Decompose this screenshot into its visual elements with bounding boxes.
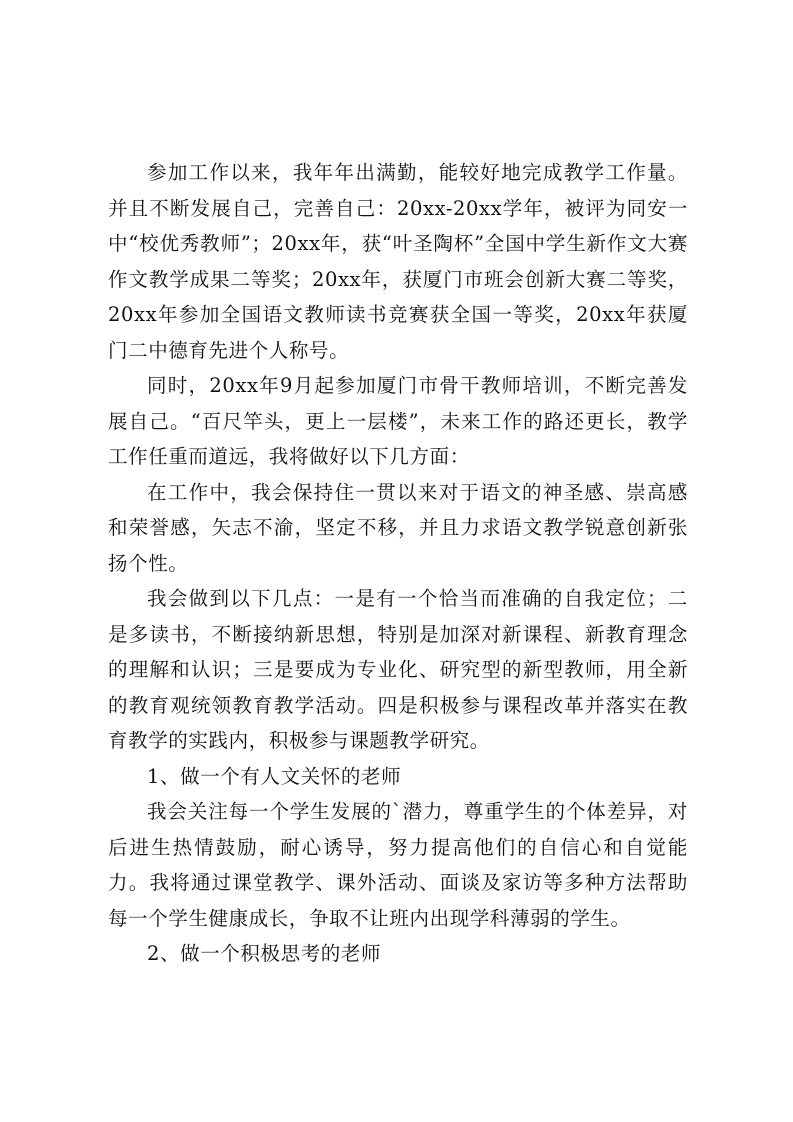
document-body [108, 155, 688, 972]
section-heading-active-thinking: 2、做一个积极思考的老师 [147, 942, 382, 965]
paragraph-training: 同时，20xx年9月起参加厦门市骨干教师培训，不断完善发展自己。“百尺竿头，更上一层楼”，未来工作的路还更长，教学工作任重而道远，我将做好以下几方面： [108, 374, 688, 468]
section-heading-humanistic-care: 1、做一个有人文关怀的老师 [147, 764, 402, 788]
paragraph-student-care: 我会关注每一个学生发展的`潜力，尊重学生的个体差异，对后进生热情鼓励，耐心诱导，努力提高他们的自信心和自觉能力。我将通过课堂教学、课外活动、面谈及家访等多种方法帮助每一个学生健康成长，争取不让班内出现学科薄弱的学生。 [108, 800, 688, 930]
paragraph-attitude: 在工作中，我会保持住一贯以来对于语文的神圣感、崇高感和荣誉感，矢志不渝，坚定不移，并且力求语文教学锐意创新张扬个性。 [108, 480, 688, 575]
paragraph-work-record: 参加工作以来，我年年出满勤，能较好地完成教学工作量。并且不断发展自己，完善自己：20xx-20xx学年，被评为同安一中“校优秀教师”；20xx年，获“叶圣陶杯”全国中学生新作文大赛作文教学成果二等奖；20xx年，获厦门市班会创新大赛二等奖，20xx年参加全国语文教师读书竞赛获全国一等奖，20xx年获厦门二中德育先进个人称号。 [108, 161, 688, 362]
paragraph-goals: 我会做到以下几点：一是有一个恰当而准确的自我定位；二是多读书，不断接纳新思想，特别是加深对新课程、新教育理念的理解和认识；三是要成为专业化、研究型的新型教师，用全新的教育观统领教育教学活动。四是积极参与课程改革并落实在教育教学的实践内，积极参与课题教学研究。 [108, 587, 688, 752]
